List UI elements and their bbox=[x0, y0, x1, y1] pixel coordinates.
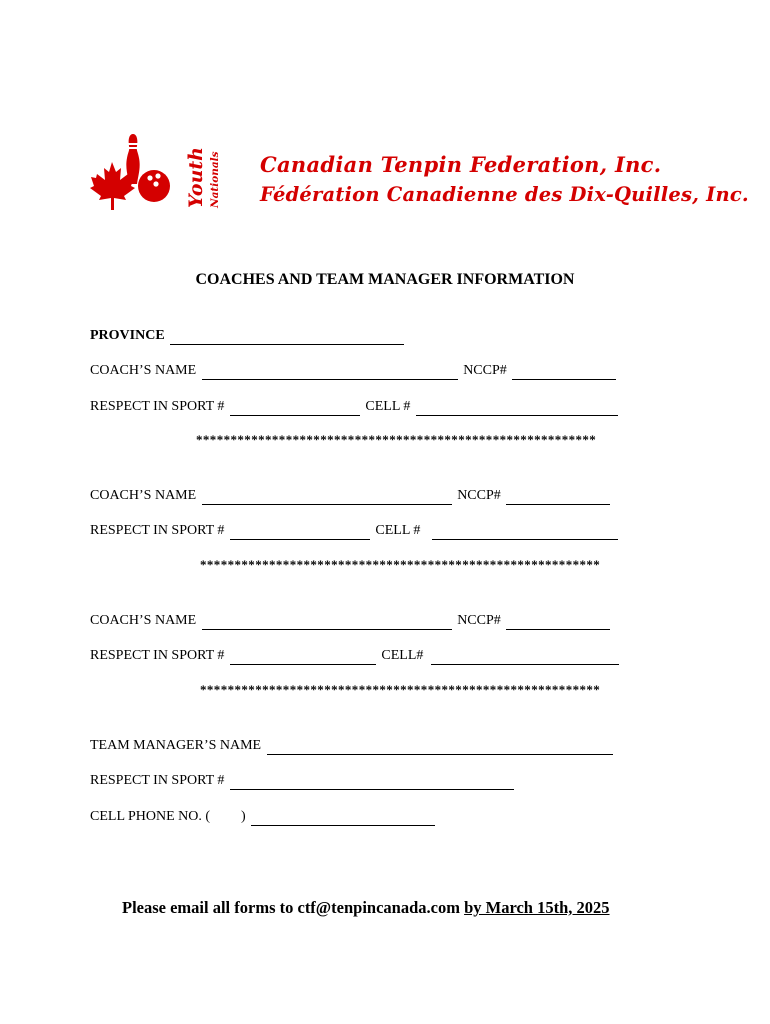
coach-name-label: COACH’S NAME bbox=[90, 363, 197, 378]
area-code-field[interactable] bbox=[216, 811, 236, 826]
team-manager-respect-field[interactable] bbox=[230, 775, 514, 790]
coach-3-respect-row bbox=[90, 647, 621, 665]
coach-1-nccp-field[interactable] bbox=[512, 365, 616, 380]
team-manager-phone-row bbox=[90, 808, 437, 826]
bowling-ball-icon bbox=[138, 170, 170, 202]
respect-label: RESPECT IN SPORT # bbox=[90, 648, 225, 663]
coach-2-respect-field[interactable] bbox=[230, 525, 370, 540]
coach-1-name-field[interactable] bbox=[202, 365, 458, 380]
email-instruction bbox=[122, 898, 610, 918]
nccp-label: NCCP# bbox=[457, 613, 501, 628]
province-row bbox=[90, 327, 406, 345]
team-manager-respect-row bbox=[90, 772, 516, 790]
coach-3-nccp-field[interactable] bbox=[506, 615, 610, 630]
phone-label-open: CELL PHONE NO. ( bbox=[90, 809, 211, 824]
province-label: PROVINCE bbox=[90, 328, 165, 343]
team-manager-name-row bbox=[90, 737, 615, 755]
coach-name-label: COACH’S NAME bbox=[90, 613, 197, 628]
org-name-english: Canadian Tenpin Federation, Inc. bbox=[260, 152, 662, 177]
nationals-text: Nationals bbox=[209, 151, 221, 208]
coach-1-respect-field[interactable] bbox=[230, 401, 360, 416]
coach-1-cell-field[interactable] bbox=[416, 401, 618, 416]
team-manager-name-field[interactable] bbox=[267, 740, 613, 755]
separator-2: ********************************************************** bbox=[200, 557, 601, 572]
team-manager-name-label: TEAM MANAGER’S NAME bbox=[90, 738, 262, 753]
coach-2-cell-field[interactable] bbox=[432, 525, 618, 540]
cell-label: CELL # bbox=[375, 523, 421, 538]
separator-1: ********************************************************** bbox=[196, 432, 597, 447]
phone-number-field[interactable] bbox=[251, 811, 435, 826]
coach-2-name-field[interactable] bbox=[202, 490, 452, 505]
coach-2-name-row bbox=[90, 487, 612, 505]
respect-label: RESPECT IN SPORT # bbox=[90, 773, 225, 788]
coach-1-respect-row bbox=[90, 398, 620, 416]
coach-1-name-row bbox=[90, 362, 618, 380]
coach-3-name-row bbox=[90, 612, 612, 630]
email-prefix: Please email all forms to ctf@tenpincanada.com bbox=[122, 898, 460, 917]
phone-label-close: ) bbox=[241, 809, 246, 824]
nccp-label: NCCP# bbox=[457, 488, 501, 503]
coach-3-name-field[interactable] bbox=[202, 615, 452, 630]
coach-3-cell-field[interactable] bbox=[431, 650, 619, 665]
form-title: COACHES AND TEAM MANAGER INFORMATION bbox=[195, 271, 575, 288]
deadline-text: by March 15th, 2025 bbox=[464, 898, 610, 917]
logo-graphic bbox=[88, 128, 258, 218]
respect-label: RESPECT IN SPORT # bbox=[90, 399, 225, 414]
coach-2-respect-row bbox=[90, 522, 620, 540]
coach-2-nccp-field[interactable] bbox=[506, 490, 610, 505]
federation-logo bbox=[88, 128, 749, 218]
cell-label: CELL# bbox=[381, 648, 424, 663]
respect-label: RESPECT IN SPORT # bbox=[90, 523, 225, 538]
coach-name-label: COACH’S NAME bbox=[90, 488, 197, 503]
org-name-french: Fédération Canadienne des Dix-Quilles, Inc. bbox=[260, 183, 749, 206]
cell-label: CELL # bbox=[365, 399, 411, 414]
separator-3: ********************************************************** bbox=[200, 682, 601, 697]
bowling-pin-icon bbox=[126, 134, 139, 184]
province-field[interactable] bbox=[170, 330, 404, 345]
nccp-label: NCCP# bbox=[463, 363, 507, 378]
youth-text: Youth bbox=[185, 147, 207, 208]
coach-3-respect-field[interactable] bbox=[230, 650, 376, 665]
